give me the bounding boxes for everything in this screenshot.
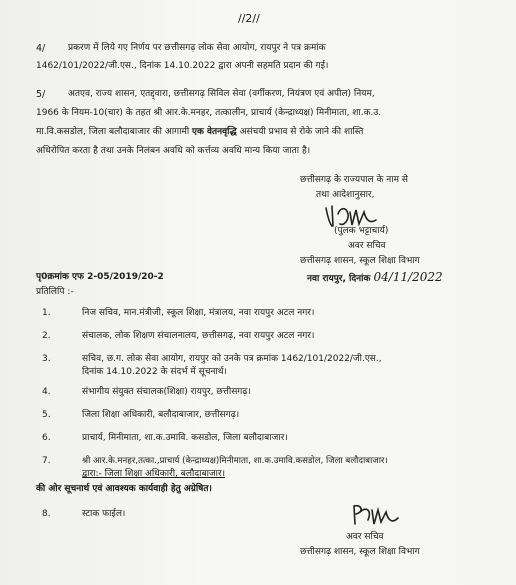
para5-line3-start: मा.वि.कसडोल, जिला बलौदाबाजार की आगामी xyxy=(36,127,193,137)
copy7-number: 7. xyxy=(42,456,51,466)
handwritten-date: 04/11/2022 xyxy=(373,270,443,284)
para5-line3 xyxy=(36,126,363,139)
signatory2-designation: अवर सचिव xyxy=(346,532,384,542)
para4-number: 4/ xyxy=(36,43,46,54)
endorsement-number: पृ0क्रमांक एफ 2-05/2019/20-2 xyxy=(36,272,164,282)
copy7-text: श्री आर.के.मनहर,तत्का.,प्राचार्य (केन्द्राध्यक्ष)मिनीमाता, शा.क.उमावि.कसडोल, जिला बलौदाबाजार। xyxy=(82,456,388,466)
copy6-text: प्राचार्य, मिनीमाता, शा.क.उमावि. कसडोल, जिला बलौदाबाजार। xyxy=(82,433,288,443)
signatory2-department: छत्तीसगढ़ शासन, स्कूल शिक्षा विभाग xyxy=(300,547,420,557)
copy3-text-line2: दिनांक 14.10.2022 के संदर्भ में सूचनार्थ। xyxy=(82,367,227,377)
copy6-number: 6. xyxy=(42,433,51,443)
governor-name-line: छत्तीसगढ़ के राज्यपाल के नाम से xyxy=(300,175,408,185)
copy4-text: संभागीय संयुक्त संचालक(शिक्षा) रायपुर, छत्तीसगढ़। xyxy=(82,387,251,397)
copy8-number: 8. xyxy=(42,509,51,519)
para5-line3-end: असंचयी प्रभाव से रोके जाने की शास्ति xyxy=(236,127,364,137)
para5-line1: अतएव, राज्य शासन, एतद्द्वारा, छत्तीसगढ़ सिविल सेवा (वर्गीकरण, नियंत्रण एवं अपील) नियम, xyxy=(68,89,375,99)
para4-line2: 1462/101/2022/जी.एस., दिनांक 14.10.2022 द्वारा अपनी सहमति प्रदान की गई। xyxy=(36,61,329,71)
copy5-text: जिला शिक्षा अधिकारी, बलौदाबाजार, छत्तीसगढ़। xyxy=(82,410,240,420)
para4-line1: प्रकरण में लिये गए निर्णय पर छत्तीसगढ़ लोक सेवा आयोग, रायपुर ने पत्र क्रमांक xyxy=(68,43,326,53)
para5-line4: अधिरोपित करता है तथा उनके निलंबन अवधि को कर्त्तव्य अवधि मान्य किया जाता है। xyxy=(36,146,311,156)
copy-heading: प्रतिलिपि :- xyxy=(36,287,74,297)
place-date-prefix: नवा रायपुर, दिनांक xyxy=(307,274,374,284)
copy2-number: 2. xyxy=(42,331,51,341)
page-number: //2// xyxy=(238,12,260,25)
para5-line2: 1966 के नियम-10(चार) के तहत श्री आर.के.मनहर, तत्कालीन, प्राचार्य (केन्द्राध्यक्ष) मिनीमाता, शा.क.उ. xyxy=(36,108,382,118)
order-line: तथा आदेशानुसार, xyxy=(316,190,375,200)
para5-increment-emphasis: एक वेतनवृद्धि xyxy=(192,127,237,137)
copy3-text: सचिव, छ.ग. लोक सेवा आयोग, रायपुर को उनके पत्र क्रमांक 1462/101/2022/जी.एस., xyxy=(82,354,382,364)
copy1-text: निज सचिव, मान.मंत्रीजी, स्कूल शिक्षा, मंत्रालय, नवा रायपुर अटल नगर। xyxy=(82,308,315,318)
copy2-text: संचालक, लोक शिक्षण संचालनालय, छत्तीसगढ़, नवा रायपुर अटल नगर। xyxy=(82,331,315,341)
copy8-text: स्टाक फाईल। xyxy=(82,509,126,519)
para5-number: 5/ xyxy=(36,89,46,100)
action-line: की ओर सूचनार्थ एवं आवश्यक कार्यवाही हेतु अग्रेषित। xyxy=(36,484,212,494)
endorsement-place-date xyxy=(307,271,443,286)
signatory-designation: अवर सचिव xyxy=(348,241,386,251)
copy5-number: 5. xyxy=(42,410,51,420)
signature-mark-2 xyxy=(350,500,402,530)
signatory-name: (पुलक भट्टाचार्य) xyxy=(334,226,389,236)
copy7-text-line2: द्वारा:- जिला शिक्षा अधिकारी, बलौदाबाजार। xyxy=(82,469,226,479)
copy4-number: 4. xyxy=(42,387,51,397)
copy3-number: 3. xyxy=(42,354,51,364)
signatory-department: छत्तीसगढ़ शासन, स्कूल शिक्षा विभाग xyxy=(300,256,420,266)
copy1-number: 1. xyxy=(42,308,51,318)
